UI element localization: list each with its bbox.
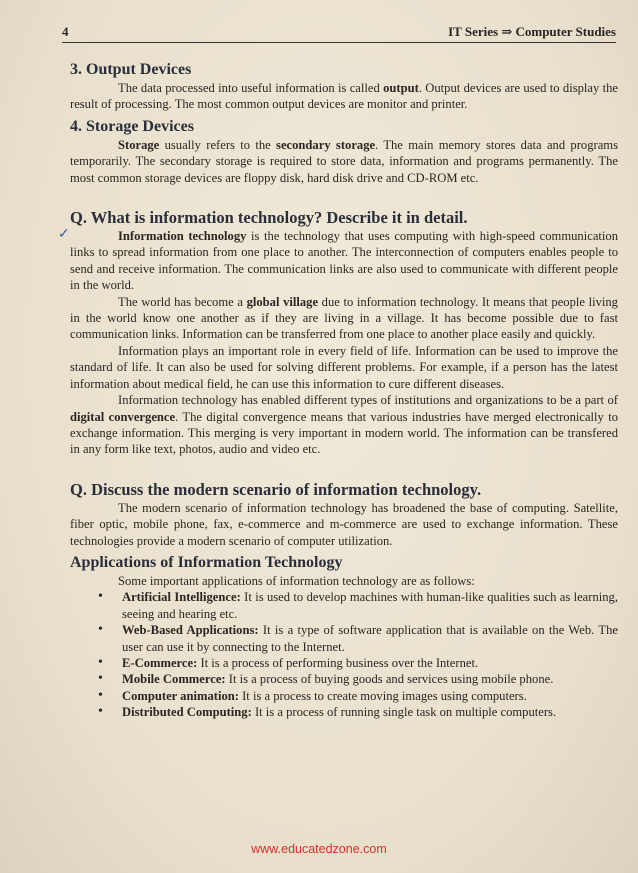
paragraph: The modern scenario of information technology has broadened the base of computing. Satellite, fiber optic, mobile phone, fax, e-commerce and m-commerce are used to exchange information. These technologies provide a modern scenario of computer utilization.: [70, 500, 618, 548]
page-number: 4: [62, 24, 69, 39]
paragraph: The world has become a global village due to information technology. It means that people living in the world know one another as if they are living in a village. It has become possible due to fast communication links. Information can be transferred from one place to another place easily and quickly.: [70, 294, 618, 342]
list-item: • Artificial Intelligence: It is used to develop machines with human-like qualities such as learning, seeing and hearing etc.: [122, 589, 618, 622]
section-output-devices: [70, 60, 618, 113]
list-item: • Mobile Commerce: It is a process of buying goods and services using mobile phone.: [122, 671, 618, 687]
paragraph: The data processed into useful information is called output. Output devices are used to display the result of processing. The most common output devices are monitor and printer.: [70, 81, 618, 112]
question-heading: Q. What is information technology? Describe it in detail.: [70, 208, 468, 228]
pen-tick-icon: ✓: [58, 227, 70, 242]
paragraph: Storage usually refers to the secondary storage. The main memory stores data and programs temporarily. The secondary storage is required to store data, information and programs permanently. The most common storage devices are floppy disk, hard disk drive and CD-ROM etc.: [70, 137, 618, 185]
paragraph: Information technology has enabled different types of institutions and organizations to be a part of digital convergence. The digital convergence means that various industries have merged electronically to exchange information. This merging is very important in modern world. The information can be transfered in any form like text, photos, audio and video etc.: [70, 393, 619, 457]
series-title: IT Series ⇒ Computer Studies: [448, 24, 616, 39]
question-heading: Q. Discuss the modern scenario of information technology.: [70, 479, 482, 499]
list-item: • Computer animation: It is a process to create moving images using computers.: [122, 688, 618, 704]
section-applications: [70, 553, 618, 721]
section-storage-devices: [70, 117, 618, 186]
list-item: • Distributed Computing: It is a process of running single task on multiple computers.: [122, 704, 618, 720]
paragraph: Information technology is the technology that uses computing with high-speed communication links to spread information from one place to another. The interconnection of computers enables people to send and receive information. The communication links are also used to communicate with different people in the world.: [70, 229, 618, 293]
paragraph: Some important applications of information technology are as follows:: [118, 573, 475, 588]
applications-list: [70, 589, 618, 720]
paragraph: Information plays an important role in every field of life. Information can be used to improve the standard of life. It can also be used for solving different problems. For example, if a person has the latest information about medical field, he can use this information to cure different diseases.: [70, 343, 618, 391]
list-item: • E-Commerce: It is a process of performing business over the Internet.: [122, 655, 618, 671]
section-heading: Applications of Information Technology: [70, 553, 343, 571]
section-heading: 4. Storage Devices: [70, 117, 194, 135]
page-content: [70, 60, 618, 725]
list-item: • Web-Based Applications: It is a type of software application that is available on the Web. The user can use it by connecting to the Internet.: [122, 622, 618, 655]
section-heading: 3. Output Devices: [70, 61, 192, 78]
section-q-information-technology: [70, 208, 618, 458]
watermark-url: www.educatedzone.com: [251, 842, 387, 856]
running-header: [62, 24, 616, 43]
section-q-modern-scenario: [70, 480, 618, 549]
